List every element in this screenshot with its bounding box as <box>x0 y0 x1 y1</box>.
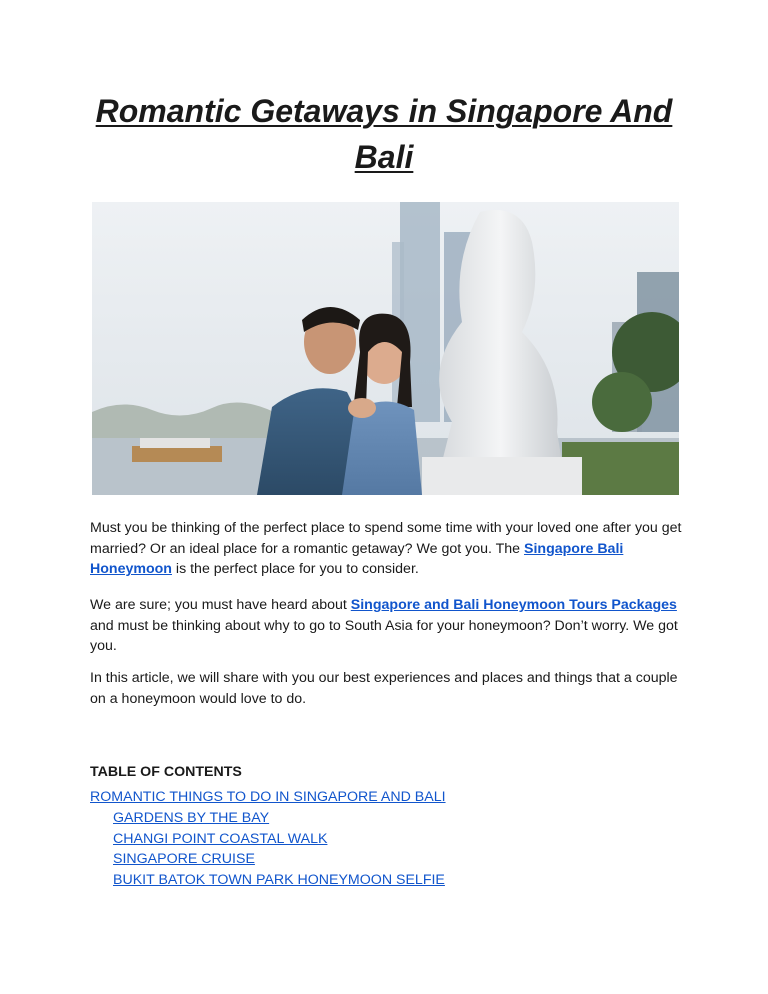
table-of-contents <box>90 787 446 891</box>
toc-item <box>90 870 446 891</box>
toc-link-bukit-batok[interactable]: BUKIT BATOK TOWN PARK HONEYMOON SELFIE <box>113 872 445 889</box>
p2-text-before: We are sure; you must have heard about <box>90 597 351 613</box>
toc-item <box>90 849 446 870</box>
honeymoon-tours-packages-link[interactable]: Singapore and Bali Honeymoon Tours Packages <box>350 597 677 613</box>
hero-image <box>92 202 679 495</box>
toc-link-gardens-by-the-bay[interactable]: GARDENS BY THE BAY <box>113 809 270 826</box>
toc-heading: TABLE OF CONTENTS <box>90 764 242 780</box>
singapore-bali-honeymoon-link[interactable]: Singapore Bali Honeymoon <box>90 540 624 577</box>
toc-link-changi-point[interactable]: CHANGI POINT COASTAL WALK <box>113 830 328 847</box>
article-intro-paragraph: In this article, we will share with you our best experiences and places and things that a couple on a honeymoon would love to do. <box>90 670 678 707</box>
p1-text-before: Must you be thinking of the perfect place to spend some time with your loved one after you get married? Or an ideal place for a romantic getaway? We got you. The <box>90 520 682 557</box>
p2-text-after: and must be thinking about why to go to South Asia for your honeymoon? Don’t worry. We got you. <box>90 617 678 654</box>
toc-item <box>90 787 446 808</box>
toc-item <box>90 808 446 829</box>
intro-paragraph <box>90 518 686 580</box>
toc-link-romantic-things[interactable]: ROMANTIC THINGS TO DO IN SINGAPORE AND BALI <box>90 789 446 805</box>
toc-link-singapore-cruise[interactable]: SINGAPORE CRUISE <box>113 851 255 868</box>
toc-item <box>90 829 446 850</box>
packages-paragraph <box>90 595 686 657</box>
p1-text-after: is the perfect place for you to consider. <box>171 561 419 577</box>
page-title: Romantic Getaways in Singapore And Bali <box>95 93 673 175</box>
